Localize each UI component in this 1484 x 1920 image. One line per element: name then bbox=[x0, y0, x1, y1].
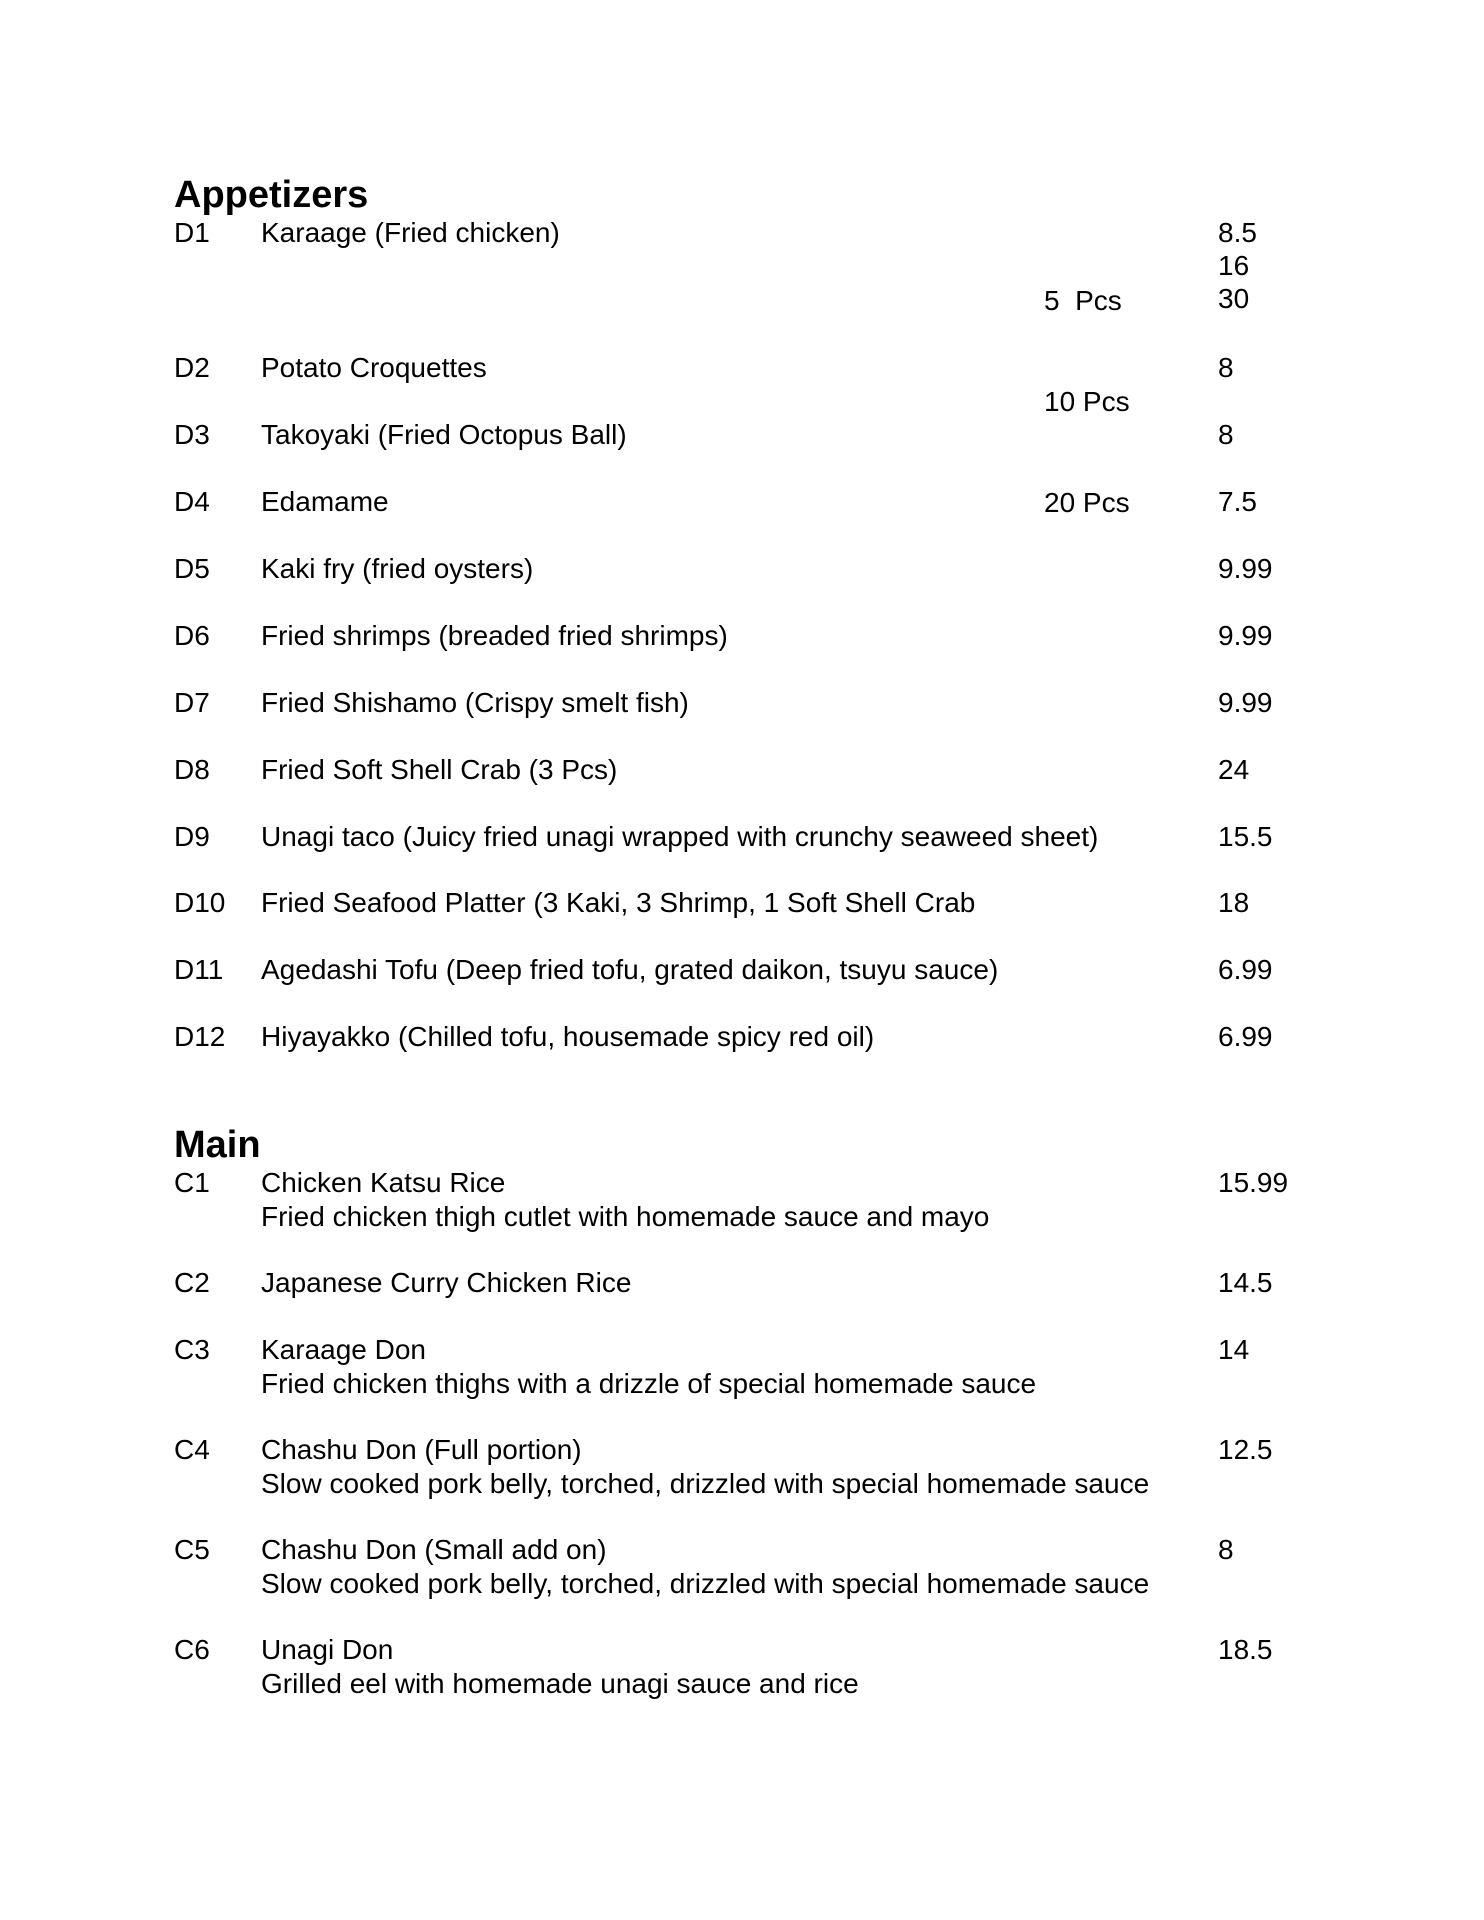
item-name: Kaki fry (fried oysters) bbox=[261, 553, 534, 584]
item-price: 12.5 bbox=[1218, 1434, 1273, 1465]
item-name: Fried shrimps (breaded fried shrimps) bbox=[261, 620, 728, 651]
item-name: Hiyayakko (Chilled tofu, housemade spicy red oil) bbox=[261, 1021, 875, 1052]
item-code: D3 bbox=[174, 419, 210, 450]
item-code: D6 bbox=[174, 620, 210, 651]
item-name: Potato Croquettes bbox=[261, 352, 487, 383]
item-description: Fried chicken thighs with a drizzle of special homemade sauce bbox=[261, 1368, 1037, 1399]
item-price: 6.99 bbox=[1218, 1021, 1273, 1052]
item-price: 8 bbox=[1218, 352, 1234, 383]
item-description: Grilled eel with homemade unagi sauce and rice bbox=[261, 1668, 859, 1699]
item-code: D11 bbox=[174, 954, 224, 985]
item-name: Karaage (Fried chicken) bbox=[261, 217, 560, 248]
section-title-main: Main bbox=[174, 1124, 261, 1166]
item-name: Unagi taco (Juicy fried unagi wrapped with crunchy seaweed sheet) bbox=[261, 821, 1099, 852]
item-price: 8 bbox=[1218, 419, 1234, 450]
item-code: C4 bbox=[174, 1434, 210, 1465]
quantity-option: 5 Pcs bbox=[1044, 285, 1122, 316]
item-name: Japanese Curry Chicken Rice bbox=[261, 1267, 632, 1298]
item-price-options bbox=[1218, 216, 1257, 315]
item-price: 24 bbox=[1218, 754, 1250, 785]
item-code: D8 bbox=[174, 754, 210, 785]
item-price: 8 bbox=[1218, 1534, 1234, 1565]
item-quantity-options bbox=[1044, 216, 1130, 587]
item-name: Edamame bbox=[261, 486, 389, 517]
item-code: D9 bbox=[174, 821, 210, 852]
item-name: Chashu Don (Small add on) bbox=[261, 1534, 607, 1565]
item-description: Slow cooked pork belly, torched, drizzled with special homemade sauce bbox=[261, 1468, 1150, 1499]
item-price: 9.99 bbox=[1218, 620, 1273, 651]
item-name: Chashu Don (Full portion) bbox=[261, 1434, 582, 1465]
item-name: Karaage Don bbox=[261, 1334, 427, 1365]
item-code: C6 bbox=[174, 1634, 210, 1665]
item-price: 7.5 bbox=[1218, 486, 1257, 517]
item-code: D1 bbox=[174, 217, 210, 248]
item-name: Agedashi Tofu (Deep fried tofu, grated daikon, tsuyu sauce) bbox=[261, 954, 999, 985]
item-price: 15.5 bbox=[1218, 821, 1273, 852]
option-price: 8.5 bbox=[1218, 217, 1257, 248]
option-price: 30 bbox=[1218, 283, 1250, 314]
item-name: Fried Seafood Platter (3 Kaki, 3 Shrimp, 1 Soft Shell Crab bbox=[261, 887, 976, 918]
item-code: D10 bbox=[174, 887, 226, 918]
section-title-appetizers: Appetizers bbox=[174, 174, 369, 216]
quantity-option: 20 Pcs bbox=[1044, 487, 1130, 518]
item-code: D7 bbox=[174, 687, 210, 718]
item-price: 9.99 bbox=[1218, 553, 1273, 584]
item-name: Chicken Katsu Rice bbox=[261, 1167, 506, 1198]
item-name: Takoyaki (Fried Octopus Ball) bbox=[261, 419, 627, 450]
item-code: C2 bbox=[174, 1267, 210, 1298]
item-price: 14.5 bbox=[1218, 1267, 1273, 1298]
item-code: D12 bbox=[174, 1021, 226, 1052]
item-price: 14 bbox=[1218, 1334, 1250, 1365]
item-description: Slow cooked pork belly, torched, drizzled with special homemade sauce bbox=[261, 1568, 1150, 1599]
item-price: 18 bbox=[1218, 887, 1250, 918]
item-code: C5 bbox=[174, 1534, 210, 1565]
item-code: C3 bbox=[174, 1334, 210, 1365]
item-code: D4 bbox=[174, 486, 210, 517]
item-price: 15.99 bbox=[1218, 1167, 1289, 1198]
item-price: 9.99 bbox=[1218, 687, 1273, 718]
item-code: D5 bbox=[174, 553, 210, 584]
quantity-option: 10 Pcs bbox=[1044, 386, 1130, 417]
item-name: Fried Soft Shell Crab (3 Pcs) bbox=[261, 754, 618, 785]
item-price: 18.5 bbox=[1218, 1634, 1273, 1665]
item-price: 6.99 bbox=[1218, 954, 1273, 985]
item-code: C1 bbox=[174, 1167, 210, 1198]
option-price: 16 bbox=[1218, 250, 1250, 281]
item-name: Fried Shishamo (Crispy smelt fish) bbox=[261, 687, 689, 718]
item-code: D2 bbox=[174, 352, 210, 383]
item-description: Fried chicken thigh cutlet with homemade sauce and mayo bbox=[261, 1201, 990, 1232]
item-name: Unagi Don bbox=[261, 1634, 394, 1665]
